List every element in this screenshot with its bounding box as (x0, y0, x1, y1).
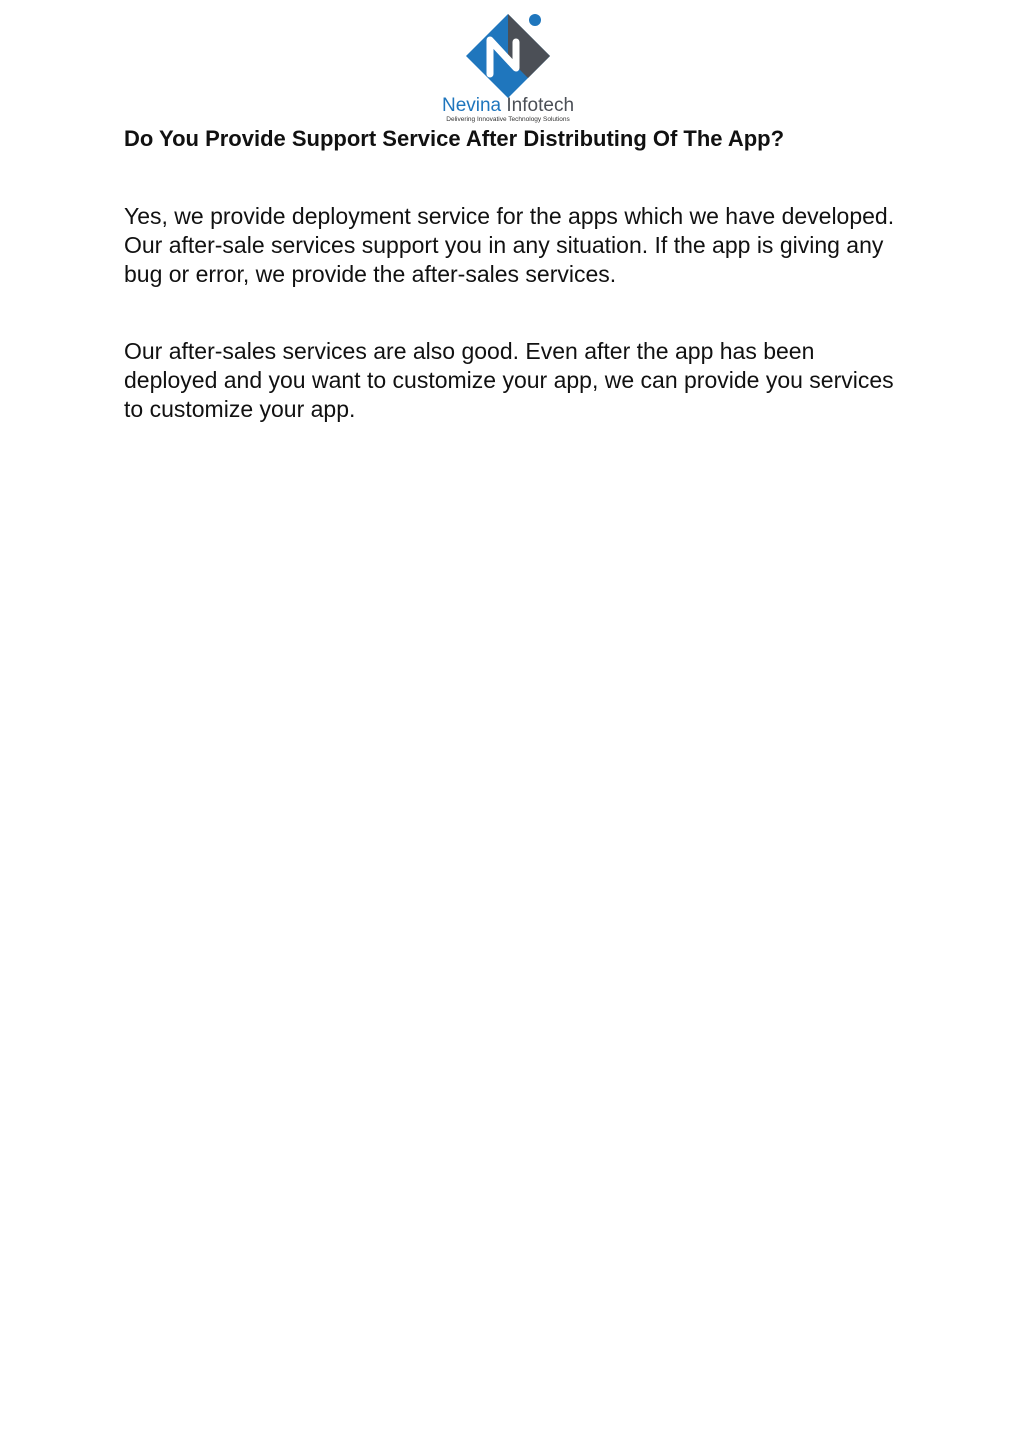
document-body (124, 124, 914, 472)
logo-wordmark (428, 96, 588, 116)
paragraph: Yes, we provide deployment service for the apps which we have developed. Our after-sale services support you in any situation. If the app is giving any bug or error, we provide the after-sales services. (124, 203, 895, 287)
logo-brand-secondary: Infotech (506, 95, 575, 116)
paragraph: Our after-sales services are also good. Even after the app has been deployed and you want to customize your app, we can provide you services to customize your app. (124, 338, 894, 422)
logo-tagline: Delivering Innovative Technology Solutions (446, 116, 570, 123)
logo-icon (462, 12, 554, 100)
page-title: Do You Provide Support Service After Distributing Of The App? (124, 126, 785, 151)
logo-brand-primary: Nevina (441, 95, 502, 116)
company-logo (428, 12, 588, 128)
